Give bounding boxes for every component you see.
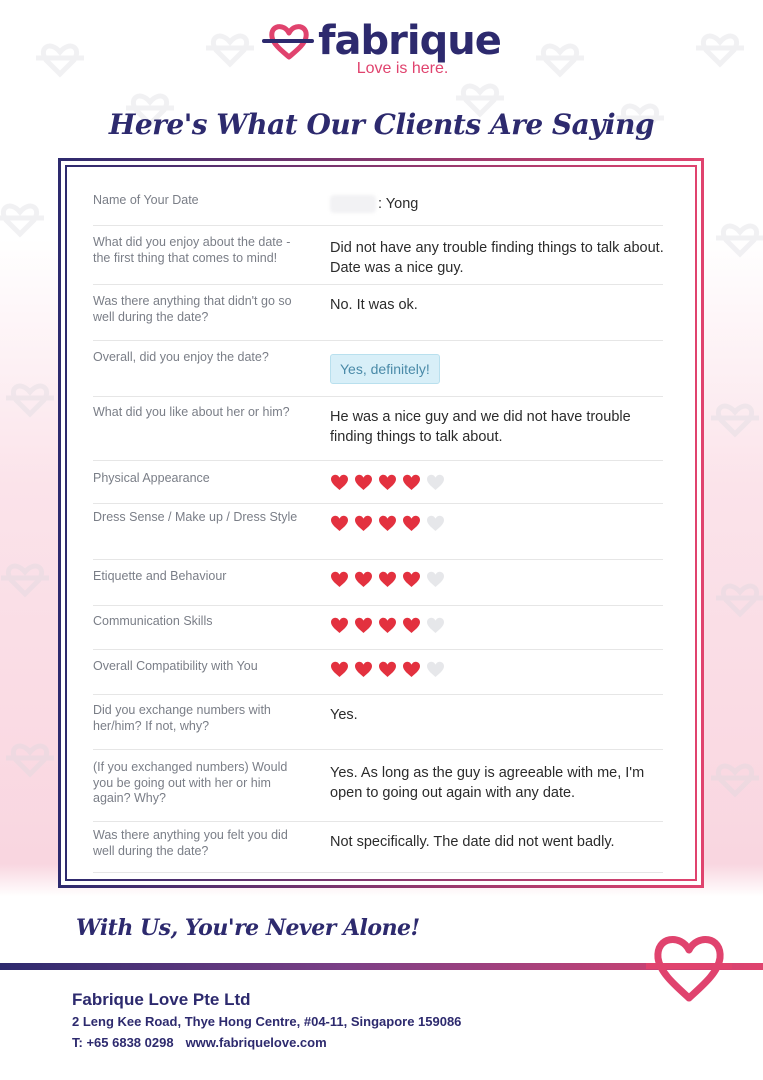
- form-question: Was there anything you felt you did well during the date?: [93, 828, 288, 858]
- testimonial-frame: [58, 158, 704, 888]
- brand-header: [0, 18, 763, 78]
- heart-empty-icon: [426, 515, 445, 532]
- form-question: Communication Skills: [93, 614, 213, 628]
- form-row: [93, 397, 663, 461]
- form-question: (If you exchanged numbers) Would you be going out with her or him again? Why?: [93, 760, 288, 805]
- form-question: Name of Your Date: [93, 193, 199, 207]
- form-answer: Did not have any trouble finding things to talk about. Date was a nice guy.: [330, 240, 664, 276]
- form-row: [93, 226, 663, 285]
- heart-empty-icon: [426, 661, 445, 678]
- heart-empty-icon: [426, 617, 445, 634]
- heart-filled-icon: [330, 474, 349, 491]
- heart-filled-icon: [354, 515, 373, 532]
- form-answer: He was a nice guy and we did not have trouble finding things to talk about.: [330, 409, 631, 445]
- heart-filled-icon: [378, 474, 397, 491]
- answer-badge: Yes, definitely!: [330, 354, 440, 384]
- footer-heart-icon: [646, 928, 732, 1008]
- website-link[interactable]: www.fabriquelove.com: [185, 1035, 327, 1050]
- heart-filled-icon: [354, 474, 373, 491]
- answer-pill: [330, 354, 675, 384]
- form-question: What did you enjoy about the date - the first thing that comes to mind!: [93, 235, 291, 265]
- heart-filled-icon: [354, 571, 373, 588]
- heart-filled-icon: [330, 571, 349, 588]
- brand-name: fabrique: [318, 18, 501, 64]
- answer-text: : Yong: [378, 196, 419, 212]
- form-row: [93, 650, 663, 695]
- form-question: What did you like about her or him?: [93, 405, 290, 419]
- form-row: [93, 750, 663, 822]
- heart-filled-icon: [354, 661, 373, 678]
- phone-number: T: +65 6838 0298: [72, 1035, 174, 1050]
- heart-filled-icon: [402, 617, 421, 634]
- heart-filled-icon: [330, 617, 349, 634]
- form-answer: Not specifically. The date did not went badly.: [330, 834, 615, 850]
- company-address: 2 Leng Kee Road, Thye Hong Centre, #04-11, Singapore 159086: [72, 1014, 462, 1029]
- form-row: [93, 695, 663, 750]
- form-row: [93, 606, 663, 650]
- heart-filled-icon: [378, 661, 397, 678]
- form-row: [93, 504, 663, 560]
- company-name: Fabrique Love Pte Ltd: [72, 990, 251, 1009]
- rating-hearts: [330, 617, 675, 634]
- form-question: Was there anything that didn't go so well during the date?: [93, 294, 292, 324]
- heart-filled-icon: [378, 515, 397, 532]
- form-row: [93, 822, 663, 873]
- rating-hearts: [330, 515, 675, 532]
- form-question: Physical Appearance: [93, 471, 210, 485]
- form-answer: Yes. As long as the guy is agreeable with me, I'm open to going out again with any date.: [330, 765, 645, 801]
- fabrique-heart-logo-icon: [262, 19, 316, 63]
- heart-filled-icon: [402, 474, 421, 491]
- form-question: Etiquette and Behaviour: [93, 569, 227, 583]
- form-question: Dress Sense / Make up / Dress Style: [93, 510, 298, 524]
- heart-filled-icon: [378, 617, 397, 634]
- form-answer: Yes.: [330, 707, 358, 723]
- form-row: [93, 560, 663, 606]
- form-question: Did you exchange numbers with her/him? If not, why?: [93, 703, 271, 733]
- form-question: Overall, did you enjoy the date?: [93, 350, 269, 364]
- form-row: [93, 183, 663, 226]
- form-row: [93, 341, 663, 397]
- page-title: Here's What Our Clients Are Saying: [108, 108, 655, 141]
- form-answer: No. It was ok.: [330, 297, 418, 313]
- contact-line: [72, 1035, 327, 1050]
- heart-empty-icon: [426, 571, 445, 588]
- heart-filled-icon: [402, 571, 421, 588]
- heart-filled-icon: [354, 617, 373, 634]
- rating-hearts: [330, 661, 675, 678]
- heart-filled-icon: [402, 515, 421, 532]
- form-question: Overall Compatibility with You: [93, 659, 258, 673]
- brand-tagline: Love is here.: [356, 60, 449, 77]
- redacted-name: [330, 195, 376, 213]
- heart-filled-icon: [402, 661, 421, 678]
- rating-hearts: [330, 571, 675, 588]
- heart-empty-icon: [426, 474, 445, 491]
- slogan: With Us, You're Never Alone!: [76, 915, 420, 941]
- testimonial-frame-inner: [65, 165, 697, 881]
- heart-filled-icon: [378, 571, 397, 588]
- date-name-answer: [330, 194, 675, 214]
- heart-filled-icon: [330, 515, 349, 532]
- feedback-form: [93, 183, 663, 873]
- form-row: [93, 461, 663, 504]
- heart-filled-icon: [330, 661, 349, 678]
- rating-hearts: [330, 474, 675, 491]
- form-row: [93, 285, 663, 341]
